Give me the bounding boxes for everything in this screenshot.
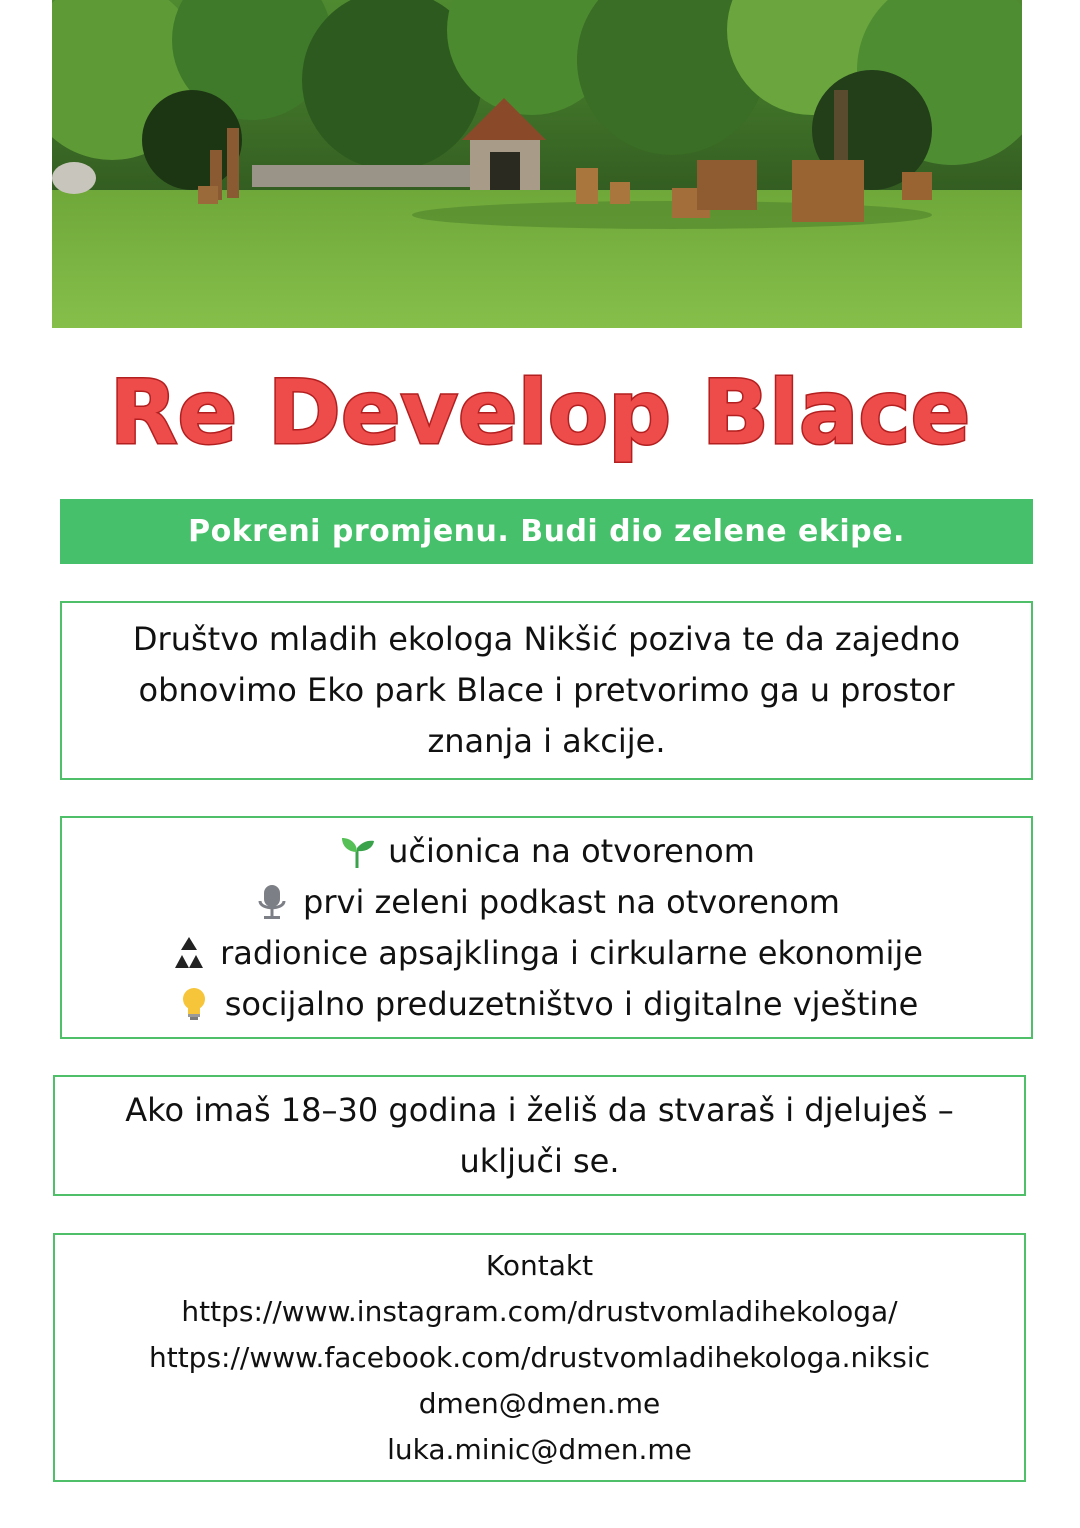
features-box <box>60 816 1033 1039</box>
feature-label: socijalno preduzetništvo i digitalne vještine <box>224 984 919 1023</box>
feature-item <box>170 928 923 979</box>
cta-box <box>53 1075 1026 1196</box>
instagram-link[interactable]: https://www.instagram.com/drustvomladihekologa/ <box>181 1294 898 1328</box>
feature-item <box>338 826 755 877</box>
contact-heading: Kontakt <box>485 1248 594 1282</box>
lightbulb-icon <box>175 985 213 1023</box>
intro-text: Društvo mladih ekologa Nikšić poziva te da zajedno obnovimo Eko park Blace i pretvorimo ga u prostor znanja i akcije. <box>132 620 961 760</box>
feature-item <box>253 877 840 928</box>
feature-label: prvi zeleni podkast na otvorenom <box>303 882 840 921</box>
contact-box <box>53 1233 1026 1482</box>
feature-item <box>175 979 919 1030</box>
feature-label: učionica na otvorenom <box>388 831 755 870</box>
seedling-icon <box>338 832 376 870</box>
slogan-text: Pokreni promjenu. Budi dio zelene ekipe. <box>188 514 905 549</box>
email-link-primary[interactable]: dmen@dmen.me <box>418 1386 661 1420</box>
email-link-secondary[interactable]: luka.minic@dmen.me <box>387 1432 692 1466</box>
park-illustration <box>52 0 1022 328</box>
intro-box <box>60 601 1033 780</box>
slogan-banner <box>60 499 1033 564</box>
title-text: Re Develop Blace <box>109 361 971 464</box>
cta-text: Ako imaš 18–30 godina i želiš da stvaraš i djeluješ – uključi se. <box>125 1090 954 1180</box>
facebook-link[interactable]: https://www.facebook.com/drustvomladihekologa.niksic <box>148 1340 931 1374</box>
microphone-icon <box>253 883 291 921</box>
hero-photo <box>52 0 1022 328</box>
page-title <box>0 355 1080 475</box>
recycle-icon <box>170 934 208 972</box>
feature-label: radionice apsajklinga i cirkularne ekonomije <box>220 933 923 972</box>
